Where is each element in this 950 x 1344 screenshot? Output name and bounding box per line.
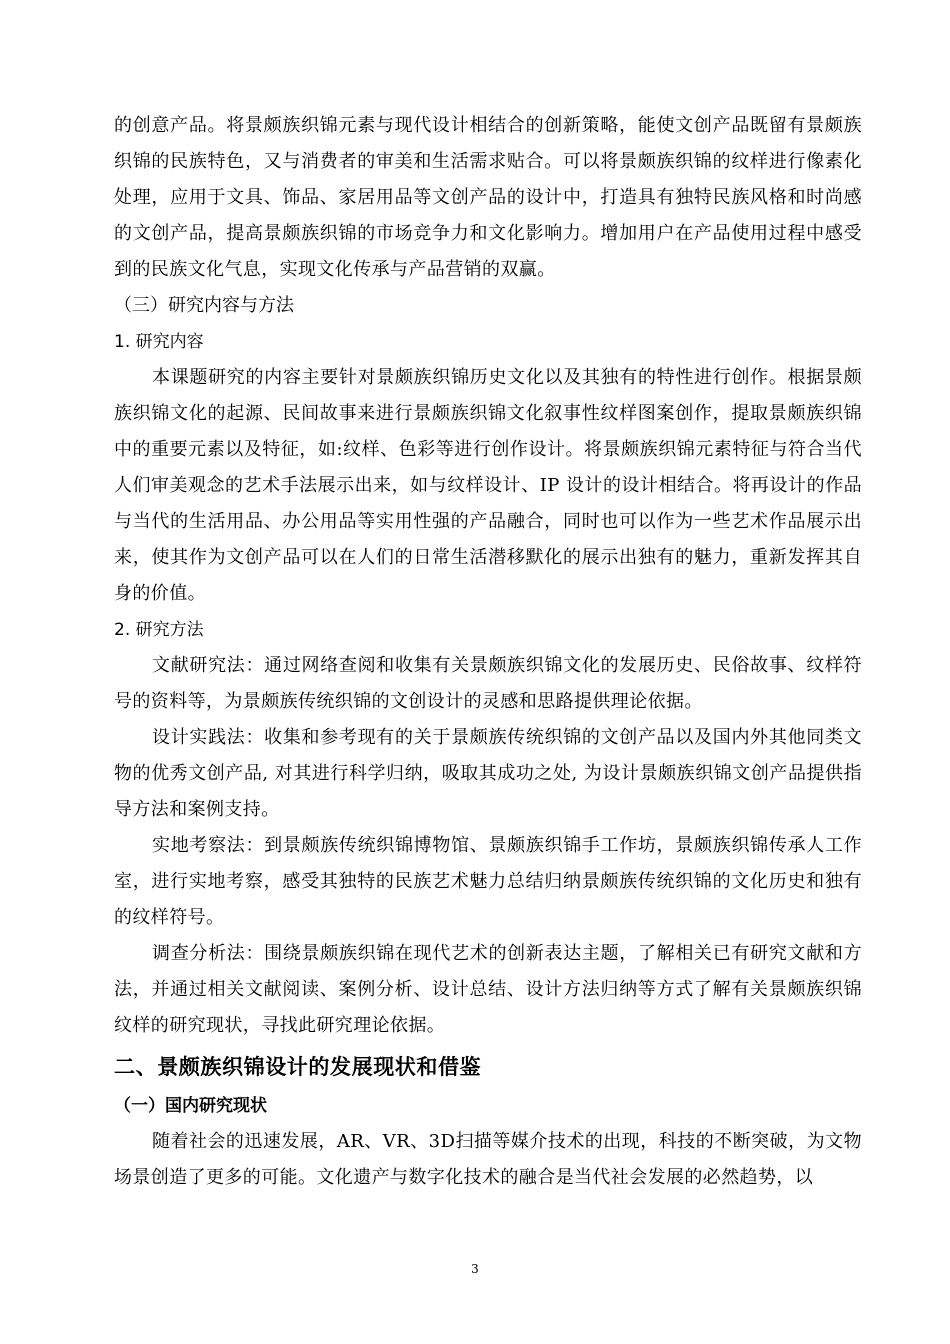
section-heading-research: （三）研究内容与方法 [114,295,294,316]
section-heading-domestic: （一）国内研究现状 [114,1096,267,1116]
chapter-heading: 二、景颇族织锦设计的发展现状和借鉴 [114,1055,482,1079]
page-content [114,108,862,1196]
subheading-research-content: 1. 研究内容 [114,332,204,352]
paragraph-method-fieldwork: 实地考察法：到景颇族传统织锦博物馆、景颇族织锦手工作坊，景颇族织锦传承人工作室，进行实地考察，感受其独特的民族艺术魅力总结归纳景颇族传统织锦的文化历史和独有的纹样符号。 [114,835,862,928]
paragraph-research-content: 本课题研究的内容主要针对景颇族织锦历史文化以及其独有的特性进行创作。根据景颇族织锦文化的起源、民间故事来进行景颇族织锦文化叙事性纹样图案创作，提取景颇族织锦中的重要元素以及特征，如:纹样、色彩等进行创作设计。将景颇族织锦元素特征与符合当代人们审美观念的艺术手法展示出来，如与纹样设计、IP 设计的设计相结合。将再设计的作品与当代的生活用品、办公用品等实用性强的产品融合，同时也可以作为一些艺术作品展示出来，使其作为文创产品可以在人们的日常生活潜移默化的展示出独有的魅力，重新发挥其自身的价值。 [114,367,862,604]
page-number: 3 [471,1262,479,1276]
subheading-research-method: 2. 研究方法 [114,620,204,640]
paragraph-method-analysis: 调查分析法：围绕景颇族织锦在现代艺术的创新表达主题，了解相关已有研究文献和方法，并通过相关文献阅读、案例分析、设计总结、设计方法归纳等方式了解有关景颇族织锦纹样的研究现状，寻找此研究理论依据。 [114,943,862,1036]
paragraph-method-practice: 设计实践法：收集和参考现有的关于景颇族传统织锦的文创产品以及国内外其他同类文物的优秀文创产品, 对其进行科学归纳，吸取其成功之处, 为设计景颇族织锦文创产品提供指导方法和案例支持。 [114,727,862,820]
paragraph-method-literature: 文献研究法：通过网络查阅和收集有关景颇族织锦文化的发展历史、民俗故事、纹样符号的资料等，为景颇族传统织锦的文创设计的灵感和思路提供理论依据。 [114,655,862,712]
paragraph-continuation: 的创意产品。将景颇族织锦元素与现代设计相结合的创新策略，能使文创产品既留有景颇族织锦的民族特色，又与消费者的审美和生活需求贴合。可以将景颇族织锦的纹样进行像素化处理，应用于文具、饰品、家居用品等文创产品的设计中，打造具有独特民族风格和时尚感的文创产品，提高景颇族织锦的市场竞争力和文化影响力。增加用户在产品使用过程中感受到的民族文化气息，实现文化传承与产品营销的双赢。 [114,115,862,280]
paragraph-domestic: 随着社会的迅速发展，AR、VR、3D扫描等媒介技术的出现，科技的不断突破，为文物场景创造了更多的可能。文化遗产与数字化技术的融合是当代社会发展的必然趋势，以 [114,1131,862,1188]
